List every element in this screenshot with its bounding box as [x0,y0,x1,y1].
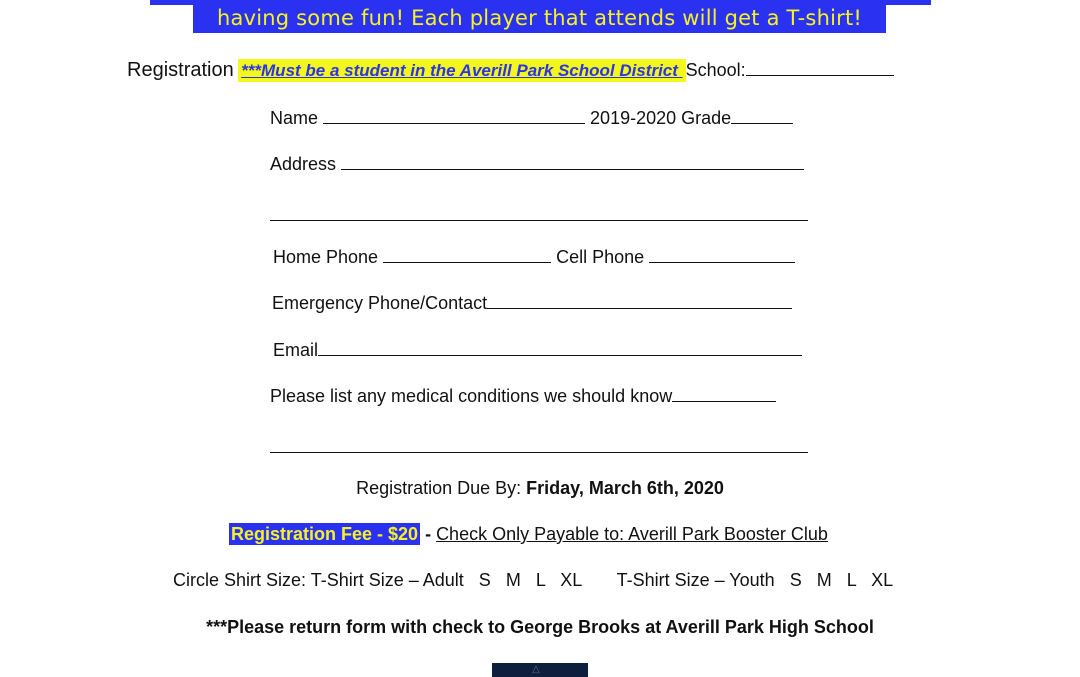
medical-field-2[interactable] [270,436,808,453]
payable-to: Check Only Payable to: Averill Park Booster Club [436,524,828,544]
cell-phone-field[interactable] [649,246,795,263]
emergency-label: Emergency Phone/Contact [272,293,488,313]
email-label: Email [273,340,319,360]
fee-separator: - [420,524,437,544]
name-label: Name [270,108,319,128]
youth-size-s[interactable]: S [789,570,802,590]
banner-text: having some fun! Each player that attends will get a T-shirt! [217,6,862,30]
medical-field-1[interactable] [672,385,776,402]
registration-row [127,59,894,82]
address-row [270,153,804,175]
logo-peak-icon: △ [532,664,540,675]
youth-label: T-Shirt Size – Youth [616,570,775,590]
eligibility-note: ***Must be a student in the Averill Park School District [238,59,685,82]
shirt-row [173,570,893,591]
address-field-1[interactable] [341,153,804,170]
emergency-row [272,292,792,314]
home-phone-field[interactable] [383,246,551,263]
youth-size-m[interactable]: M [816,570,832,590]
adult-size-m[interactable]: M [505,570,521,590]
adult-size-l[interactable]: L [535,570,546,590]
medical-row [270,385,776,407]
registration-title: Registration [127,59,234,81]
youth-size-xl[interactable]: XL [871,570,894,590]
return-note: ***Please return form with check to George Brooks at Averill Park High School [206,617,874,637]
email-row [273,339,802,361]
emergency-field[interactable] [487,292,792,309]
fee-row [229,524,828,545]
youth-size-l[interactable]: L [846,570,857,590]
name-field[interactable] [323,107,585,124]
adult-size-xl[interactable]: XL [560,570,582,590]
fee-label: Registration Fee - $20 [231,524,419,544]
home-phone-label: Home Phone [273,247,379,267]
cell-phone-label: Cell Phone [556,247,645,267]
address-label: Address [270,154,337,174]
shirt-label: Circle Shirt Size: T-Shirt Size – Adult [173,570,464,590]
name-row [270,107,793,129]
due-label: Registration Due By: [356,478,527,498]
phone-row [273,246,795,268]
medical-label: Please list any medical conditions we should know [270,386,673,406]
due-date: Friday, March 6th, 2020 [526,478,724,498]
grade-label: 2019-2020 Grade [590,108,732,128]
email-field[interactable] [318,339,802,356]
adult-size-s[interactable]: S [478,570,491,590]
address-field-2[interactable] [270,204,808,221]
grade-field[interactable] [731,107,793,124]
due-row [0,478,1080,499]
school-field[interactable] [746,59,894,76]
school-label: School: [685,60,746,80]
